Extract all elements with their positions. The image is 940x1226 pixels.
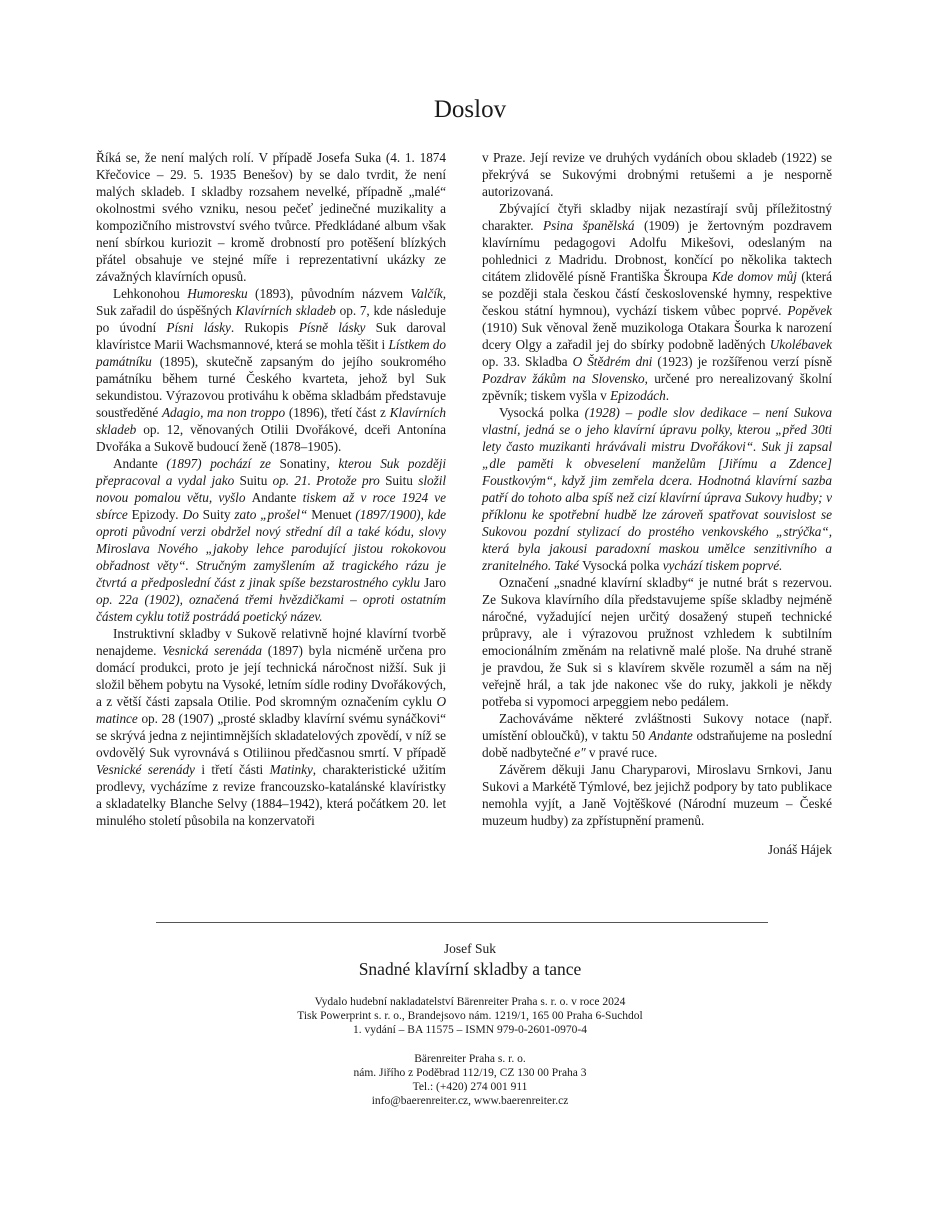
- publisher-line: Vydalo hudební nakladatelství Bärenreiter Praha s. r. o. v roce 2024: [314, 996, 626, 1008]
- italic-title: složil novou pomalou větu, vyšlo: [96, 473, 446, 505]
- italic-title: Valčík: [410, 286, 443, 301]
- paragraph: Instruktivní skladby v Sukově relativně hojné klavírní tvorbě nenajdeme. Vesnická serenáda (1897) byla nicméně určena pro domácí produkci, proto je její technická náročnost nižší. Suk ji složil během pobytu na Vysoké, letním sídle rodiny Dvořákových, a z větší části zapsala Otilie. Pod skromným označením cyklu O matince op. 28 (1907) „prosté skladby klavírní svému synáčkovi“ se skrývá jedna z nejintimnějších skladatelových zpovědí, v níž se ovdovělý Suk vyrovnává s Otiliinou předčasnou smrtí. V případě Vesnické serenády i třetí části Matinky, charakteristické užitím prodlevy, vycházíme z revize francouzsko-katalánské klavíristky a skladatelky Blanche Selvy (1884–1942), která počátkem 20. let minulého století působila na konzervatoři: [96, 626, 447, 828]
- paragraph: Vysocká polka (1928) – podle slov dedikace – není Sukova vlastní, jedná se o jeho klavírní úpravu polky, kterou „před 30ti lety často muzikanti hrávávali mistru Dvořákovi“. Suk ji zapsal „dle paměti k obveselení manželům [Jiřímu a Zdence] Foustkovým“, když jim zemřela dcera. Hodnotná klavírní sazba patří do tohoto alba spíš než cizí klavírní úprava Sukovy hudby; v příklonu ke spotřební hudbě lze zároveň spatřovat souvislost se Sukovou pozdní stylizací do prostého venkovského „strýčka“, která byla jakousi paradoxní maskou umělce senzitivního a zranitelného. Také Vysocká polka vychází tiskem poprvé.: [482, 405, 832, 573]
- italic-title: O Štědrém dni: [572, 354, 653, 369]
- italic-title: , kterou Suk později přepracoval a vydal jako: [96, 456, 446, 488]
- paragraph: Závěrem děkuji Janu Charyparovi, Miroslavu Srnkovi, Janu Sukovi a Markétě Týmlové, bez jejichž podpory by tato publikace nemohla vyjít, a Janě Vojtěškové (Národní muzeum – České muzeum hudby) za zpřístupnění pramenů.: [482, 762, 832, 828]
- italic-title: vychází tiskem poprvé.: [659, 558, 783, 573]
- italic-title: Humoresku: [187, 286, 248, 301]
- left-column: [96, 149, 446, 829]
- italic-title: (1897) pochází ze: [157, 456, 280, 471]
- italic-title: op. 22a (1902), označená třemi hvězdičkami – oproti ostatním částem cyklu totiž postrádá poetický název.: [96, 592, 446, 624]
- italic-title: tiskem až v roce 1924 ve sbírce: [96, 490, 447, 522]
- italic-title: (1897/1900), kde oproti původní verzi obdržel nový střední díl a také kódu, slovy Miroslava Nového „jakoby lehce parodující jistou rokokovou obřadnost věty“. Stručným zamyšlením až tragického rázu je čtvrtá a předposlední část z jinak spíše bezstarostného cyklu: [96, 507, 446, 590]
- italic-title: Epizodách: [610, 388, 666, 403]
- paragraph: v Praze. Její revize ve druhých vydáních obou skladeb (1922) se překrývá se Sukovými drobnými retušemi a je nesporně autorizovaná.: [482, 150, 832, 199]
- imprint: [0, 940, 940, 1108]
- italic-title: Písně lásky: [298, 320, 366, 335]
- company-name: Bärenreiter Praha s. r. o.: [414, 1053, 526, 1065]
- italic-title: Ukolébavek: [769, 337, 832, 352]
- italic-title: zato „prošel“: [230, 507, 312, 522]
- divider: [156, 922, 768, 923]
- italic-title: Kde domov můj: [711, 269, 797, 284]
- italic-title: . Do: [175, 507, 203, 522]
- italic-title: op. 21. Protože pro: [267, 473, 386, 488]
- paragraph: Zbývající čtyři skladby nijak nezastírají svůj příležitostný charakter. Psina španělská (1909) je žertovným pozdravem klavírnímu pedagogovi Adolfu Mikešovi, odeslaným na pohlednici z Madridu. Drobnost, končící po několika taktech citátem zlidovělé písně Františka Škroupa Kde domov můj (která se později stala českou částí československé hymny, respektive českou státní hymnou), vychází tiskem vůbec poprvé. Popěvek (1910) Suk věnoval ženě muzikologa Otakara Šourka k narození dcery Olgy a zařadil jej do sbírky podobně laděných Ukolébavek op. 33. Skladba O Štědrém dni (1923) je rozšířenou verzí písně Pozdrav žákům na Slovensko, určené pro nerealizovaný školní zpěvník; tiskem vyšla v Epizodách.: [482, 201, 833, 403]
- italic-title: Vesnická serenáda: [162, 643, 262, 658]
- italic-title: e″: [574, 745, 586, 760]
- paragraph: Říká se, že není malých rolí. V případě Josefa Suka (4. 1. 1874 Křečovice – 29. 5. 1935 Benešov) by se dalo tvrdit, že není malých skladeb. I skladby rozsahem nevelké, případně „malé“ okolnostmi svého vzniku, nesou pečeť jedinečné muzikality a kompozičního mistrovství svého tvůrce. Předkládané album však není sbírkou kuriozit – kromě drobností pro potěšení blízkých přátel obsahuje ve stejné míře i reprezentativní ukázky ze závažných klavírních opusů.: [96, 150, 446, 284]
- italic-title: Vesnické serenády: [96, 762, 195, 777]
- imprint-work-title: Snadné klavírní skladby a tance: [358, 959, 582, 979]
- italic-title: Klavírních skladeb: [235, 303, 336, 318]
- right-column: [482, 149, 832, 858]
- italic-title: Pozdrav žákům na Slovensko: [482, 371, 645, 386]
- print-line: Tisk Powerprint s. r. o., Brandejsovo nám. 1219/1, 165 00 Praha 6-Suchdol: [297, 1010, 643, 1022]
- edition-line: 1. vydání – BA 11575 – ISMN 979-0-2601-0970-4: [352, 1024, 588, 1036]
- paragraph: Andante (1897) pochází ze Sonatiny, kterou Suk později přepracoval a vydal jako Suitu op. 21. Protože pro Suitu složil novou pomalou větu, vyšlo Andante tiskem až v roce 1924 ve sbírce Epizody. Do Suity zato „prošel“ Menuet (1897/1900), kde oproti původní verzi obdržel nový střední díl a také kódu, slovy Miroslava Nového „jakoby lehce parodující jistou rokokovou obřadnost věty“. Stručným zamyšlením až tragického rázu je čtvrtá a předposlední část z jinak spíše bezstarostného cyklu Jaro op. 22a (1902), označená třemi hvězdičkami – oproti ostatním částem cyklu totiž postrádá poetický název.: [96, 456, 447, 624]
- italic-title: Psina španělská: [543, 218, 635, 233]
- italic-title: Adagio, ma non troppo: [161, 405, 286, 420]
- italic-title: O matince: [96, 694, 446, 726]
- italic-title: Lístkem do památníku: [96, 337, 446, 369]
- italic-title: Matinky: [269, 762, 313, 777]
- italic-title: Popěvek: [787, 303, 832, 318]
- paragraph: Zachováváme některé zvláštnosti Sukovy notace (např. umístění obloučků), v taktu 50 Andante odstraňujeme na poslední době nadbytečné e″ v pravé ruce.: [482, 711, 832, 760]
- company-phone: Tel.: (+420) 274 001 911: [412, 1081, 528, 1093]
- italic-title: Andante: [648, 728, 693, 743]
- company-contact: info@baerenreiter.cz, www.baerenreiter.cz: [371, 1095, 569, 1107]
- page-title: Doslov: [433, 96, 507, 123]
- imprint-author: Josef Suk: [443, 941, 497, 956]
- paragraph: Označení „snadné klavírní skladby“ je nutné brát s rezervou. Ze Sukova klavírního díla představujeme spíše skladby nejméně náročné, vyžadující nejen určitý dosažený stupeň technické průpravy, ale i výrazovou pružnost vzhledem k subtilním emocionálním změnám na relativně malé ploše. Na druhé straně je pravdou, že Suk si s klavírem skvěle rozuměl a sám na něj veřejně hrál, a tak jde nakonec vše do ruky, jakkoli je někdy potřeba si vypomoci arpeggiem nebo pedálem.: [482, 575, 832, 709]
- italic-title: (1928) – podle slov dedikace – není Sukova vlastní, jedná se o jeho klavírní úpravu polky, kterou „před 30ti lety často muzikanti hrávávali mistru Dvořákovi“. Suk ji zapsal „dle paměti k obveselení manželům [Jiřímu a Zdence] Foustkovým“, když jim zemřela dcera. Hodnotná klavírní sazba patří do tohoto alba spíš než cizí klavírní úprava Sukovy hudby; v příklonu ke spotřební hudbě lze zároveň spatřovat souvislost se Sukovou pozdní stylizací do prostého venkovského „strýčka“, která byla jakousi paradoxní maskou umělce senzitivního a zranitelného. Také: [482, 405, 832, 573]
- company-address: nám. Jiřího z Poděbrad 112/19, CZ 130 00 Praha 3: [353, 1067, 587, 1079]
- italic-title: Klavírních skladeb: [96, 405, 446, 437]
- italic-title: Písni lásky: [166, 320, 231, 335]
- paragraph: Lehkonohou Humoresku (1893), původním názvem Valčík, Suk zařadil do úspěšných Klavírních skladeb op. 7, kde následuje po úvodní Písni lásky. Rukopis Písně lásky Suk daroval klavíristce Marii Wachsmannové, která se mohla těšit i Lístkem do památníku (1895), skutečně zapsaným do jejího soukromého památníku během turné Českého kvarteta, jehož byl Suk sekundistou. Výrazovou protiváhu k oběma skladbám představuje soustředěné Adagio, ma non troppo (1896), třetí část z Klavírních skladeb op. 12, věnovaných Otilii Dvořákové, dceři Antonína Dvořáka a Sukově budoucí ženě (1878–1905).: [96, 286, 446, 454]
- signature: Jonáš Hájek: [767, 842, 832, 857]
